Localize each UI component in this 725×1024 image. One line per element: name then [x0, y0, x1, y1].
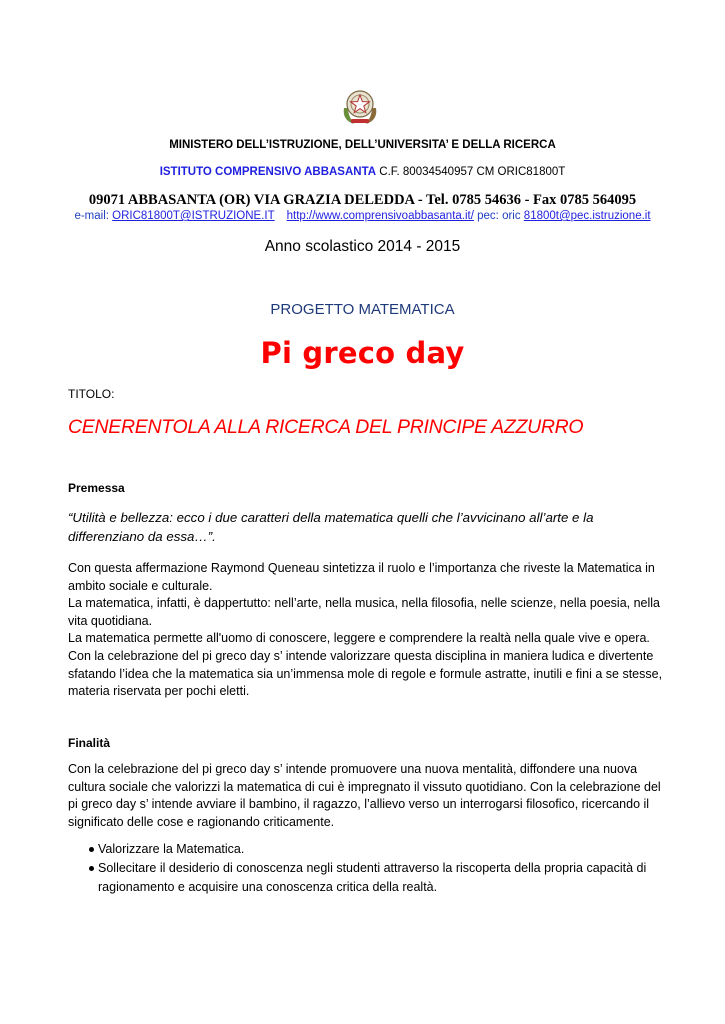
- premessa-line: Con la celebrazione del pi greco day s’ intende valorizzare questa disciplina in maniera ludica e divertente sfatando l’idea che la matematica sia un’immensa mole di regole e formule astratte, inutili e fini a se stesse, materia riservata per pochi eletti.: [68, 648, 663, 699]
- project-label: PROGETTO MATEMATICA: [270, 301, 455, 318]
- project-title: CENERENTOLA ALLA RICERCA DEL PRINCIPE AZZURRO: [68, 416, 584, 438]
- title-label: TITOLO:: [68, 387, 115, 401]
- school-year: Anno scolastico 2014 - 2015: [264, 238, 461, 255]
- finalita-heading: Finalità: [68, 736, 111, 750]
- website-link[interactable]: http://www.comprensivoabbasanta.it/: [286, 210, 474, 222]
- finalita-bullet-list: [68, 840, 668, 897]
- pec-link[interactable]: 81800t@pec.istruzione.it: [523, 210, 651, 222]
- queneau-quote: “Utilità e bellezza: ecco i due caratteri della matematica quelli che l’avvicinano all’arte e la differenziano da essa…”.: [68, 510, 594, 544]
- premessa-paragraph: [68, 560, 668, 701]
- list-item-text: Sollecitare il desiderio di conoscenza negli studenti attraverso la riscoperta della propria capacità di ragionamento e acquisire una conoscenza critica della realtà.: [98, 861, 647, 894]
- email-link[interactable]: ORIC81800T@ISTRUZIONE.IT: [112, 210, 275, 222]
- premessa-line: La matematica permette all'uomo di conoscere, leggere e comprendere la realtà nella quale vive e opera.: [68, 631, 650, 646]
- ministry-heading: MINISTERO DELL’ISTRUZIONE, DELL’UNIVERSITA’ E DELLA RICERCA: [169, 139, 556, 151]
- premessa-line: Con questa affermazione Raymond Queneau sintetizza il ruolo e l’importanza che riveste la Matematica in ambito sociale e culturale.: [68, 561, 655, 593]
- italian-republic-emblem-icon: [340, 84, 380, 126]
- premessa-line: La matematica, infatti, è dappertutto: nell’arte, nella musica, nella filosofia, nelle scienze, nella poesia, nella vita quotidiana.: [68, 596, 661, 628]
- institute-codes: C.F. 80034540957 CM ORIC81800T: [376, 166, 566, 178]
- premessa-heading: Premessa: [68, 481, 125, 495]
- email-label: e-mail:: [74, 210, 113, 222]
- institute-line: [0, 166, 725, 178]
- school-address: 09071 ABBASANTA (OR) VIA GRAZIA DELEDDA - Tel. 0785 54636 - Fax 0785 564095: [88, 192, 637, 208]
- list-item-text: Valorizzare la Matematica.: [98, 842, 245, 856]
- list-item: [68, 840, 668, 859]
- finalita-paragraph: Con la celebrazione del pi greco day s’ intende promuovere una nuova mentalità, diffondere una nuova cultura sociale che valorizzi la matematica di cui è impregnato il vissuto quotidiano. Con la celebrazione del pi greco day s’ intende avviare il bambino, il ragazzo, l’allievo verso un interrogarsi filosofico, ricercando il significato delle cose e ragionando criticamente.: [68, 762, 661, 829]
- bullet-icon: [89, 866, 94, 871]
- institute-name: ISTITUTO COMPRENSIVO ABBASANTA: [159, 166, 377, 178]
- project-name: Pi greco day: [260, 336, 465, 370]
- bullet-icon: [89, 847, 94, 852]
- list-item: [68, 859, 668, 897]
- pec-label: pec: oric: [473, 210, 524, 222]
- contacts-line: [0, 210, 725, 222]
